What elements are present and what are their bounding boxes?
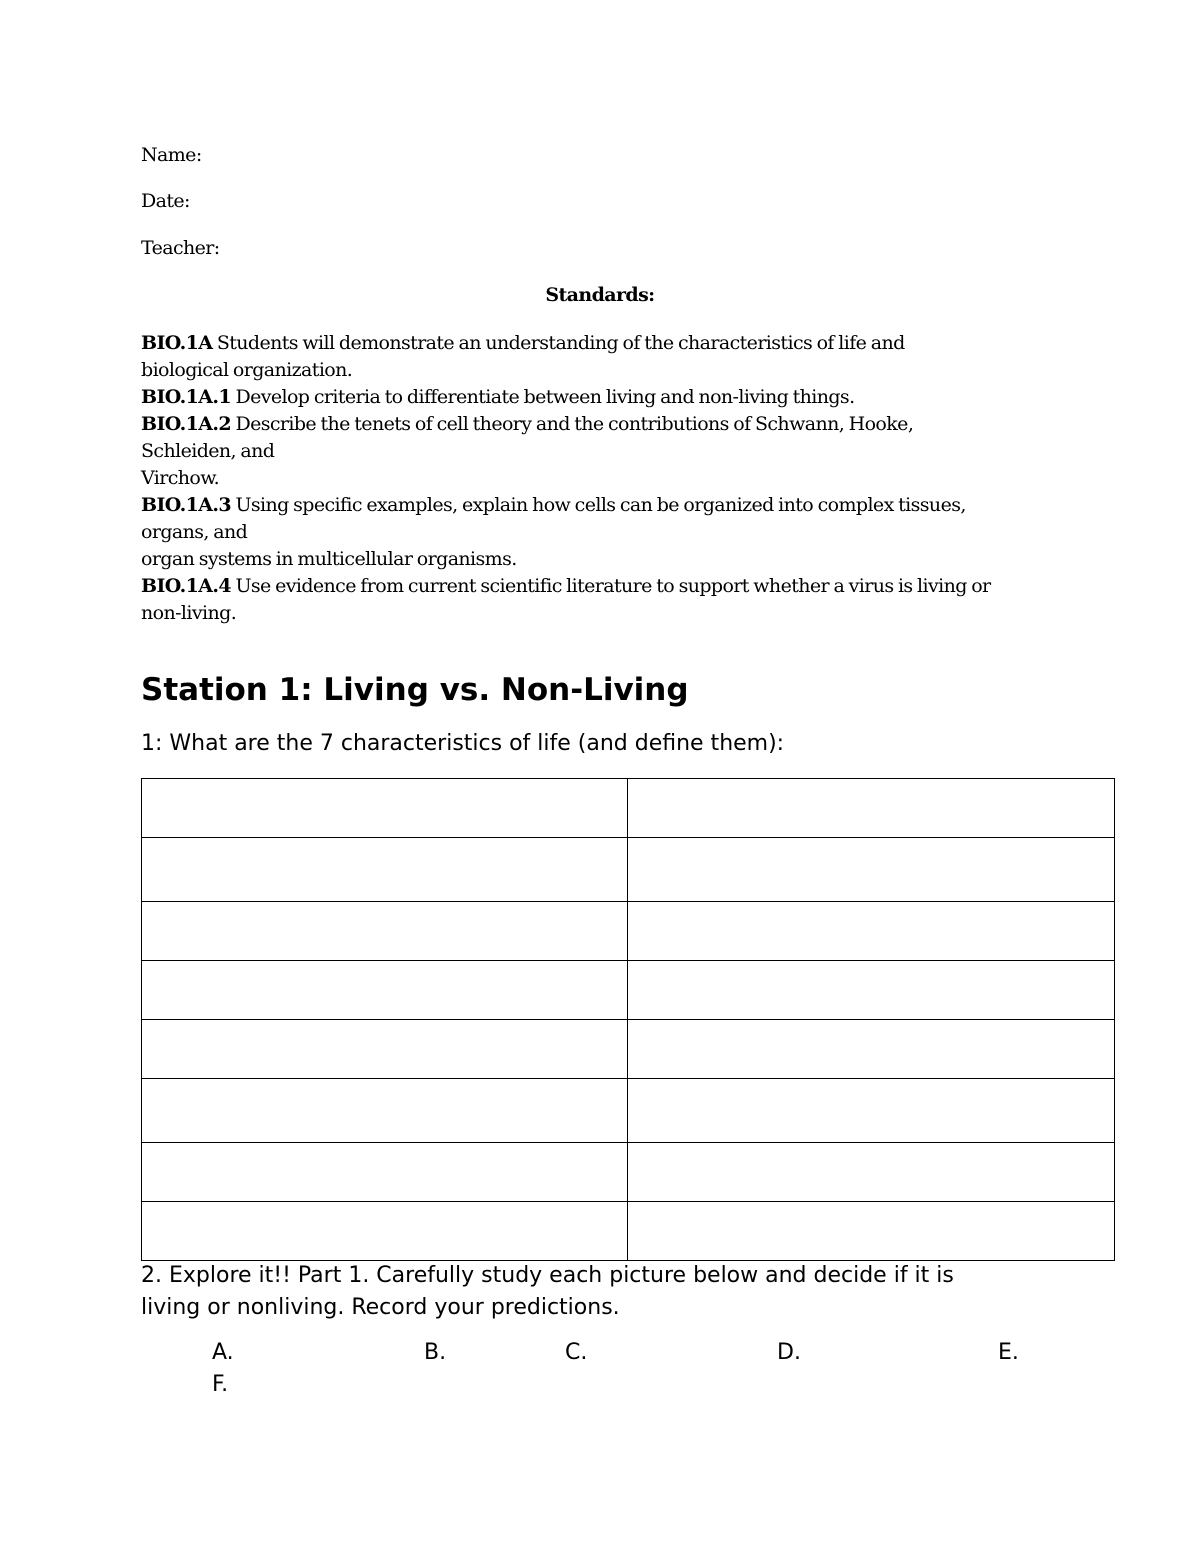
table-cell[interactable] — [142, 1143, 628, 1202]
standard-code: BIO.1A.3 — [141, 494, 231, 516]
table-cell[interactable] — [628, 1079, 1115, 1143]
picture-label-a: A. — [212, 1340, 234, 1365]
standard-line — [141, 384, 1041, 411]
table-row — [142, 838, 1115, 902]
standard-code: BIO.1A.4 — [141, 575, 231, 597]
standards-list — [141, 330, 1041, 627]
table-cell[interactable] — [142, 902, 628, 961]
standard-line — [141, 519, 1041, 546]
table-cell[interactable] — [628, 838, 1115, 902]
table-cell[interactable] — [628, 902, 1115, 961]
table-cell[interactable] — [142, 961, 628, 1020]
table-row — [142, 1202, 1115, 1261]
table-cell[interactable] — [628, 961, 1115, 1020]
standard-line — [141, 546, 1041, 573]
standard-line — [141, 357, 1041, 384]
standard-text: Describe the tenets of cell theory and the contributions of Schwann, Hooke, — [231, 413, 914, 435]
picture-label-b: B. — [424, 1340, 447, 1365]
standard-line — [141, 465, 1041, 492]
standard-line — [141, 411, 1041, 438]
picture-label-c: C. — [565, 1340, 588, 1365]
standard-line — [141, 492, 1041, 519]
standard-text: biological organization. — [141, 359, 353, 381]
standard-code: BIO.1A.1 — [141, 386, 231, 408]
picture-label-d: D. — [777, 1340, 801, 1365]
question-1: 1: What are the 7 characteristics of life (and define them): — [141, 731, 785, 756]
table-cell[interactable] — [142, 1202, 628, 1261]
table-cell[interactable] — [142, 1079, 628, 1143]
teacher-label: Teacher: — [141, 237, 220, 259]
standard-text: Use evidence from current scientific literature to support whether a virus is living or — [231, 575, 991, 597]
table-row — [142, 1020, 1115, 1079]
table-row — [142, 902, 1115, 961]
standard-line — [141, 330, 1041, 357]
table-cell[interactable] — [628, 779, 1115, 838]
table-cell[interactable] — [628, 1202, 1115, 1261]
table-row — [142, 1079, 1115, 1143]
standard-line — [141, 438, 1041, 465]
table-cell[interactable] — [142, 838, 628, 902]
standard-line — [141, 600, 1041, 627]
table-cell[interactable] — [142, 779, 628, 838]
table-row — [142, 961, 1115, 1020]
standard-text: organs, and — [141, 521, 248, 543]
question-2-line: living or nonliving. Record your predictions. — [141, 1295, 620, 1320]
name-label: Name: — [141, 144, 202, 166]
standard-code: BIO.1A.2 — [141, 413, 231, 435]
picture-label-e: E. — [998, 1340, 1019, 1365]
standard-text: Develop criteria to differentiate between living and non-living things. — [231, 386, 855, 408]
standard-line — [141, 573, 1041, 600]
picture-label-f: F. — [212, 1372, 229, 1397]
standard-text: Using specific examples, explain how cells can be organized into complex tissues, — [231, 494, 966, 516]
question-2-line: 2. Explore it!! Part 1. Carefully study each picture below and decide if it is — [141, 1263, 954, 1288]
standard-text: Virchow. — [141, 467, 220, 489]
question-2 — [141, 1260, 1101, 1324]
standard-text: organ systems in multicellular organisms. — [141, 548, 517, 570]
table-cell[interactable] — [628, 1143, 1115, 1202]
table-row — [142, 779, 1115, 838]
table-cell[interactable] — [628, 1020, 1115, 1079]
date-label: Date: — [141, 190, 190, 212]
table-cell[interactable] — [142, 1020, 628, 1079]
table-row — [142, 1143, 1115, 1202]
standards-heading: Standards: — [545, 284, 655, 306]
standard-text: non-living. — [141, 602, 237, 624]
standard-text: Schleiden, and — [141, 440, 275, 462]
standard-code: BIO.1A — [141, 332, 213, 354]
standard-text: Students will demonstrate an understanding of the characteristics of life and — [212, 332, 905, 354]
characteristics-table — [141, 778, 1115, 1261]
station-title: Station 1: Living vs. Non-Living — [141, 672, 689, 708]
